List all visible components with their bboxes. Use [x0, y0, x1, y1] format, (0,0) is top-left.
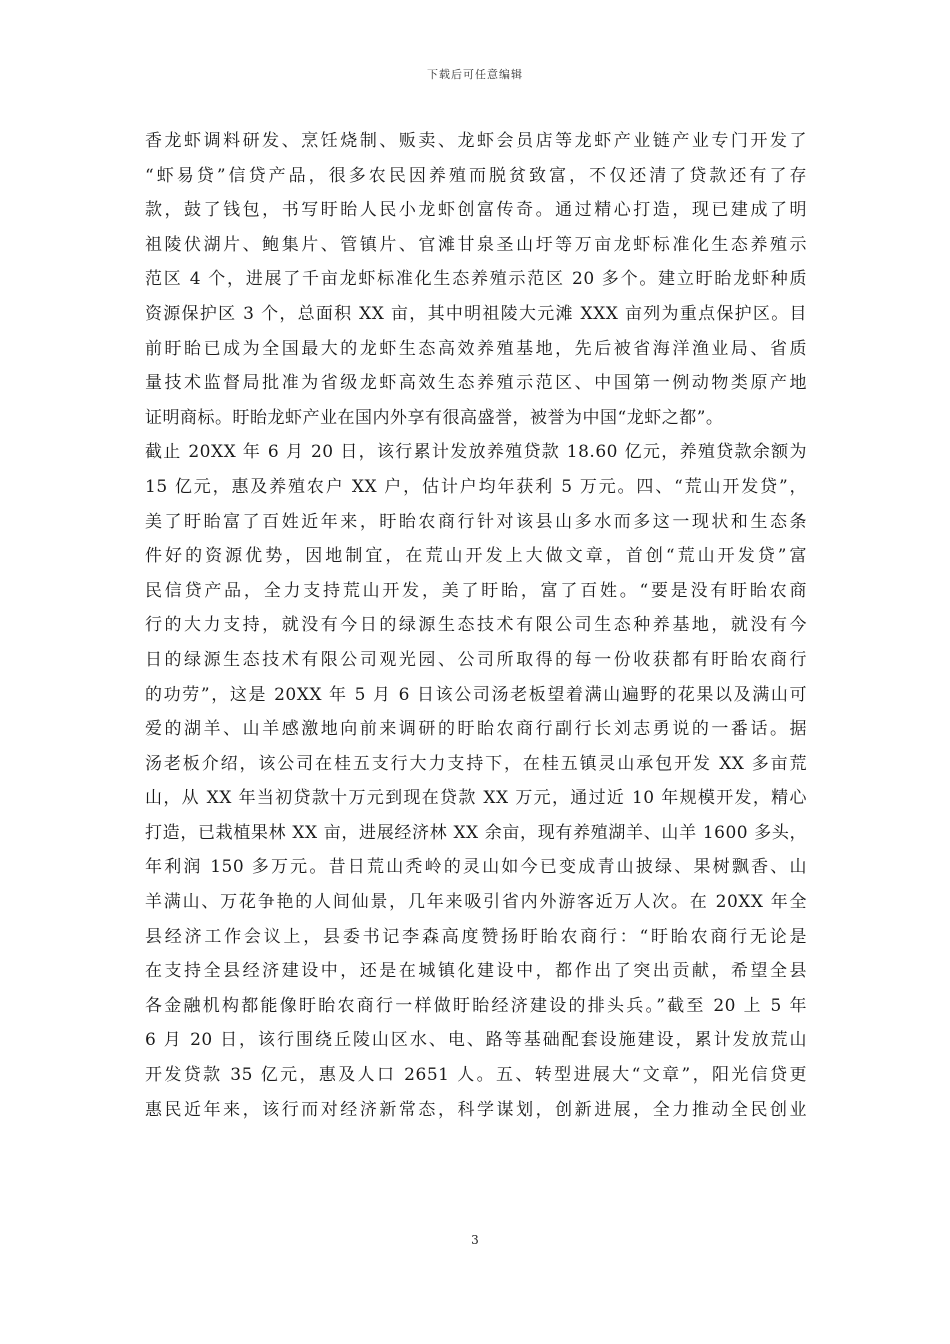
body-line: 的功劳”，这是 20XX 年 5 月 6 日该公司汤老板望着满山遍野的花果以及满山可: [145, 684, 807, 705]
body-line: 香龙虾调料研发、烹饪烧制、贩卖、龙虾会员店等龙虾产业链产业专门开发了: [145, 131, 807, 151]
body-line: 山，从 XX 年当初贷款十万元到现在贷款 XX 万元，通过近 10 年规模开发，精心: [145, 788, 807, 809]
body-line: “虾易贷”信贷产品，很多农民因养殖而脱贫致富，不仅还清了贷款还有了存: [145, 165, 807, 186]
body-line: 在支持全县经济建设中，还是在城镇化建设中，都作出了突出贡献，希望全县: [145, 961, 807, 982]
body-line: 惠民近年来，该行而对经济新常态，科学谋划，创新进展，全力推动全民创业: [145, 1099, 807, 1120]
body-line: 汤老板介绍，该公司在桂五支行大力支持下，在桂五镇灵山承包开发 XX 多亩荒: [145, 753, 807, 774]
body-line: 打造，已栽植果林 XX 亩，进展经济林 XX 余亩，现有养殖湖羊、山羊 1600 多头，: [145, 822, 807, 843]
body-line: 行的大力支持，就没有今日的绿源生态技术有限公司生态种养基地，就没有今: [145, 615, 807, 636]
body-line: 证明商标。盱眙龙虾产业在国内外享有很高盛誉，被誉为中国“龙虾之都”。: [145, 407, 724, 428]
body-line: 范区 4 个，进展了千亩龙虾标准化生态养殖示范区 20 多个。建立盱眙龙虾种质: [145, 269, 807, 290]
page-header: 下载后可任意编辑: [427, 68, 523, 81]
body-line: 县经济工作会议上，县委书记李森高度赞扬盱眙农商行：“盱眙农商行无论是: [145, 926, 807, 947]
body-line: 各金融机构都能像盱眙农商行一样做盱眙经济建设的排头兵。”截至 20 上 5 年: [145, 995, 807, 1016]
body-line: 祖陵伏湖片、鲍集片、管镇片、官滩甘泉圣山圩等万亩龙虾标准化生态养殖示: [145, 234, 807, 255]
body-line: 资源保护区 3 个，总面积 XX 亩，其中明祖陵大元滩 XXX 亩列为重点保护区。目: [145, 303, 807, 324]
document-body: [145, 124, 807, 1127]
body-line: 民信贷产品，全力支持荒山开发，美了盱眙，富了百姓。“要是没有盱眙农商: [145, 580, 807, 601]
body-line: 爱的湖羊、山羊感激地向前来调研的盱眙农商行副行长刘志勇说的一番话。据: [145, 719, 807, 740]
body-line: 前盱眙已成为全国最大的龙虾生态高效养殖基地，先后被省海洋渔业局、省质: [145, 338, 807, 359]
body-line: 款，鼓了钱包，书写盱眙人民小龙虾创富传奇。通过精心打造，现已建成了明: [145, 200, 807, 221]
body-line: 15 亿元，惠及养殖农户 XX 户，估计户均年获利 5 万元。四、“荒山开发贷”，: [145, 476, 807, 497]
body-line: 件好的资源优势，因地制宜，在荒山开发上大做文章，首创“荒山开发贷”富: [145, 546, 807, 567]
body-line: 量技术监督局批准为省级龙虾高效生态养殖示范区、中国第一例动物类原产地: [145, 373, 807, 394]
page-number: 3: [471, 1233, 479, 1247]
body-line: 6 月 20 日，该行围绕丘陵山区水、电、路等基础配套设施建设，累计发放荒山: [145, 1030, 807, 1051]
body-line: 美了盱眙富了百姓近年来，盱眙农商行针对该县山多水而多这一现状和生态条: [145, 511, 807, 532]
body-line: 开发贷款 35 亿元，惠及人口 2651 人。五、转型进展大“文章”，阳光信贷更: [145, 1065, 807, 1086]
body-line: 羊满山、万花争艳的人间仙景，几年来吸引省内外游客近万人次。在 20XX 年全: [145, 892, 807, 913]
body-line: 年利润 150 多万元。昔日荒山秃岭的灵山如今已变成青山披绿、果树飘香、山: [145, 857, 807, 878]
body-line: 截止 20XX 年 6 月 20 日，该行累计发放养殖贷款 18.60 亿元，养殖贷款余额为: [145, 442, 807, 463]
body-line: 日的绿源生态技术有限公司观光园、公司所取得的每一份收获都有盱眙农商行: [145, 649, 807, 670]
